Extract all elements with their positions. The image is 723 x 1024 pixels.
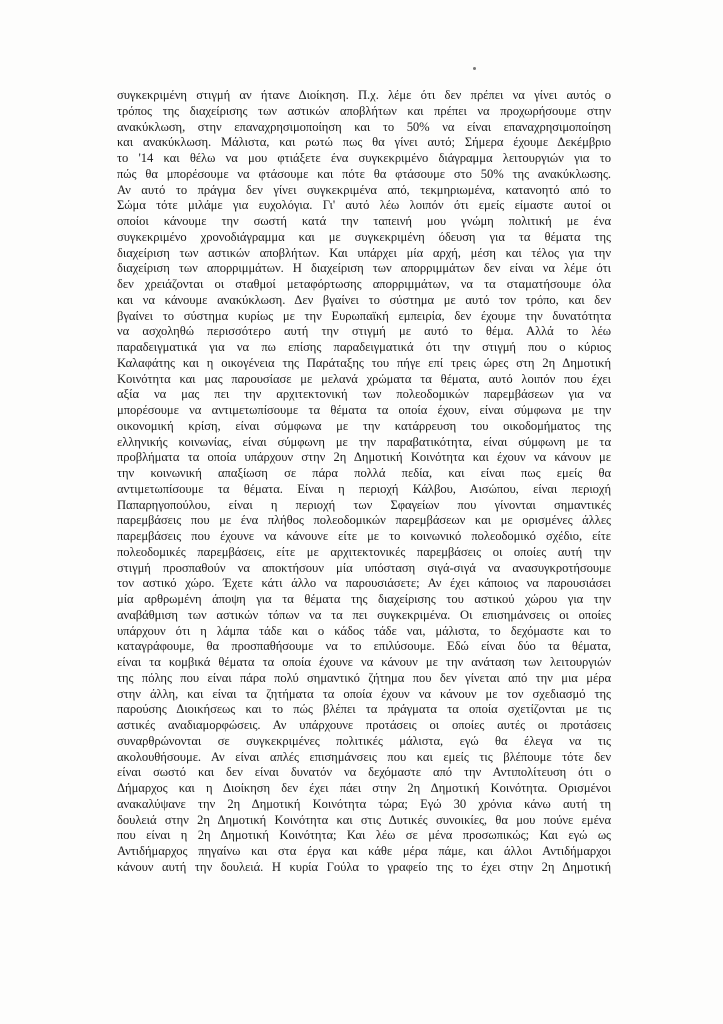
text-line: αξία να μας πει την αρχιτεκτονική των πολεοδομικών παρεμβάσεων για να xyxy=(117,387,611,402)
text-line: συγκεκριμένο χρονοδιάγραμμα και με συγκεκριμένη όδευση για τα θέματα της xyxy=(117,229,611,244)
text-line: να ασχοληθώ περισσότερο αυτή την στιγμή με αυτό το θέμα. Αλλά το λέω xyxy=(117,324,611,339)
text-line: Αν αυτό το πράγμα δεν γίνει συγκεκριμένα από, τεκμηριωμένα, κατανοητό από το xyxy=(117,182,611,197)
text-line: είναι σωστό και δεν είναι δυνατόν να δεχόμαστε από την Αντιπολίτευση ότι ο xyxy=(117,765,611,780)
text-line: την κοινωνική απαξίωση σε πάρα πολλά πεδία, και είναι πως εμείς θα xyxy=(117,466,611,480)
text-line: οποίοι κάνουμε την σωστή κατά την ταπεινή μου γνώμη πολιτική με ένα xyxy=(117,214,611,228)
text-line: μπορέσουμε να αντιμετωπίσουμε τα θέματα τα οποία έχουν, είναι σύμφωνα με την xyxy=(117,403,611,417)
text-line: Παπαρηγοπούλου, είναι η περιοχή των Σφαγείων που γίνονται σημαντικές xyxy=(117,497,611,512)
text-line: διαχείριση των απορριμμάτων. Η διαχείριση των απορριμμάτων δεν είναι να λέμε ότι xyxy=(117,261,611,276)
text-line: παρεμβάσεις που με ένα πλήθος πολεοδομικών παρεμβάσεων και με ορισμένες άλλες xyxy=(117,513,611,528)
text-line: βγαίνει το σύστημα κυρίως με την Ευρωπαϊκή εμπειρία, δεν έχουμε την δυνατότητα xyxy=(117,308,611,323)
text-line: υπάρχουν ότι η λάμπα τάδε και ο κάδος τάδε ναι, μάλιστα, το δεχόμαστε και το xyxy=(117,623,611,638)
text-line: και να κάνουμε ανακύκλωση. Δεν βγαίνει το σύστημα με αυτό τον τρόπο, και δεν xyxy=(117,292,611,307)
text-line: μία αρθρωμένη άποψη για τα θέματα της διαχείρισης του αστικού χώρου για την xyxy=(117,592,611,606)
text-line: παρούσης Διοικήσεως και το πώς βλέπει τα πράγματα τα οποία σχετίζονται με τις xyxy=(117,702,611,717)
text-line: τρόπος της διαχείρισης των αστικών αποβλήτων και πρέπει να προχωρήσουμε στην xyxy=(117,103,611,118)
text-line: στιγμή προσπαθούν να αποκτήσουν μία υπόσταση σιγά-σιγά να ανασυγκροτήσουμε xyxy=(117,560,611,575)
text-line: Καλαφάτης και η οικογένεια της Παράταξης του πήγε επί τρεις ώρες στη 2η Δημοτική xyxy=(117,355,611,370)
text-line: δεν χρειάζονται οι σταθμοί μεταφόρτωσης απορριμμάτων, να τα σταματήσουμε όλα xyxy=(117,277,611,291)
text-line: συναρθρώνονται σε συγκεκριμένες πολιτικές μάλιστα, εγώ θα έλεγα να τις xyxy=(117,733,611,748)
text-line xyxy=(117,876,611,892)
text-line: πώς θα μπορέσουμε να φτάσουμε και πότε θα φτάσουμε στο 50% της ανακύκλωσης. xyxy=(117,166,611,181)
text-line: κάνουν αυτή την δουλειά. Η κυρία Γούλα το γραφείο της το έχει στην 2η Δημοτική xyxy=(117,859,611,874)
text-line: είναι τα κομβικά θέματα τα οποία έχουνε να κάνουν με την ανάταση των λειτουργιών xyxy=(117,655,611,669)
text-line: διαχείριση των αστικών αποβλήτων. Και υπάρχει μία αρχή, μέση και τέλος για την xyxy=(117,245,611,260)
text-line: στην άλλη, και είναι τα ζητήματα τα οποία έχουν να κάνουν με τον σχεδιασμό της xyxy=(117,686,611,701)
text-line: παραδειγματικά για να πω επίσης παραδειγματικά ότι την στιγμή που ο κύριος xyxy=(117,340,611,354)
text-line: ανακαλύψανε την 2η Δημοτική Κοινότητα τώρα; Εγώ 30 χρόνια κάνω αυτή τη xyxy=(117,796,611,811)
text-line: καταγράφουμε, θα προσπαθήσουμε να το επιλύσουμε. Εδώ είναι δύο τα θέματα, xyxy=(117,639,611,654)
text-line: πολεοδομικές παρεμβάσεις, είτε με αρχιτεκτονικές παρεμβάσεις οι οποίες αυτή την xyxy=(117,544,611,559)
text-line: αστικές αναδιαμορφώσεις. Αν υπάρχουνε προτάσεις οι οποίες αυτές οι προτάσεις xyxy=(117,718,611,732)
document-body-text xyxy=(117,88,611,891)
text-line: της πόλης που είναι πάρα πολύ σημαντικό ζήτημα που δεν γίνεται από την μια μέρα xyxy=(117,670,611,685)
text-line: οικονομική κρίση, είναι σύμφωνα με την κατάρρευση του οικοδομήματος της xyxy=(117,418,611,433)
text-line: το '14 και θέλω να μου φτιάξετε ένα συγκεκριμένο διάγραμμα λειτουργιών για το xyxy=(117,151,611,165)
text-line: Αντιδήμαρχος πηγαίνω και στα έργα και κάθε μέρα πάμε, και άλλοι Αντιδήμαρχοι xyxy=(117,844,611,858)
text-line: Δήμαρχος και η Διοίκηση δεν έχει πάει στην 2η Δημοτική Κοινότητα. Ορισμένοι xyxy=(117,781,611,795)
text-line: προβλήματα τα οποία υπάρχουν στην 2η Δημοτική Κοινότητα και έχουν να κάνουν με xyxy=(117,450,611,465)
text-line: παρεμβάσεις που έχουνε να κάνουνε είτε με το κοινωνικό πολεοδομικό σχέδιο, είτε xyxy=(117,529,611,543)
scan-dot-mark xyxy=(473,67,476,70)
text-line: ανακύκλωση, στην επαναχρησιμοποίηση και το 50% να είναι επαναχρησιμοποίηση xyxy=(117,119,611,134)
text-line: Σώμα τότε μιλάμε για ευχολόγια. Γι' αυτό λέω λοιπόν ότι εμείς είμαστε αυτοί οι xyxy=(117,198,611,213)
text-line: Κοινότητα και μας παρουσίασε με μελανά χρώματα τα θέματα, αυτό λοιπόν που έχει xyxy=(117,371,611,386)
text-line: ελληνικής κοινωνίας, είναι σύμφωνη με την παραβατικότητα, είναι σύμφωνη με τα xyxy=(117,434,611,449)
text-line: αναβάθμιση των αστικών τόπων να τα πει συγκεκριμένα. Οι επισημάνσεις οι οποίες xyxy=(117,607,611,622)
text-line: δουλειά στην 2η Δημοτική Κοινότητα και στις Δυτικές συνοικίες, θα μου πούνε εμένα xyxy=(117,812,611,827)
text-line: συγκεκριμένη στιγμή αν ήτανε Διοίκηση. Π.χ. λέμε ότι δεν πρέπει να γίνει αυτός ο xyxy=(117,88,611,102)
text-line: αντιμετωπίσουμε τα θέματα. Είναι η περιοχή Κάλβου, Αισώπου, είναι περιοχή xyxy=(117,481,611,496)
text-line: που είναι η 2η Δημοτική Κοινότητα; Και λέω σε μένα προσωπικώς; Και εγώ ως xyxy=(117,828,611,843)
text-line: και ανακύκλωση. Μάλιστα, και ρωτώ πως θα γίνει αυτό; Σήμερα έχουμε Δεκέμβριο xyxy=(117,135,611,150)
text-line: τον αστικό χώρο. Έχετε κάτι άλλο να παρουσιάσετε; Αν έχει κάποιος να παρουσιάσει xyxy=(117,576,611,591)
text-line: ακολουθήσουμε. Αν είναι απλές επισημάνσεις που και εμείς τις βλέπουμε τότε δεν xyxy=(117,749,611,764)
